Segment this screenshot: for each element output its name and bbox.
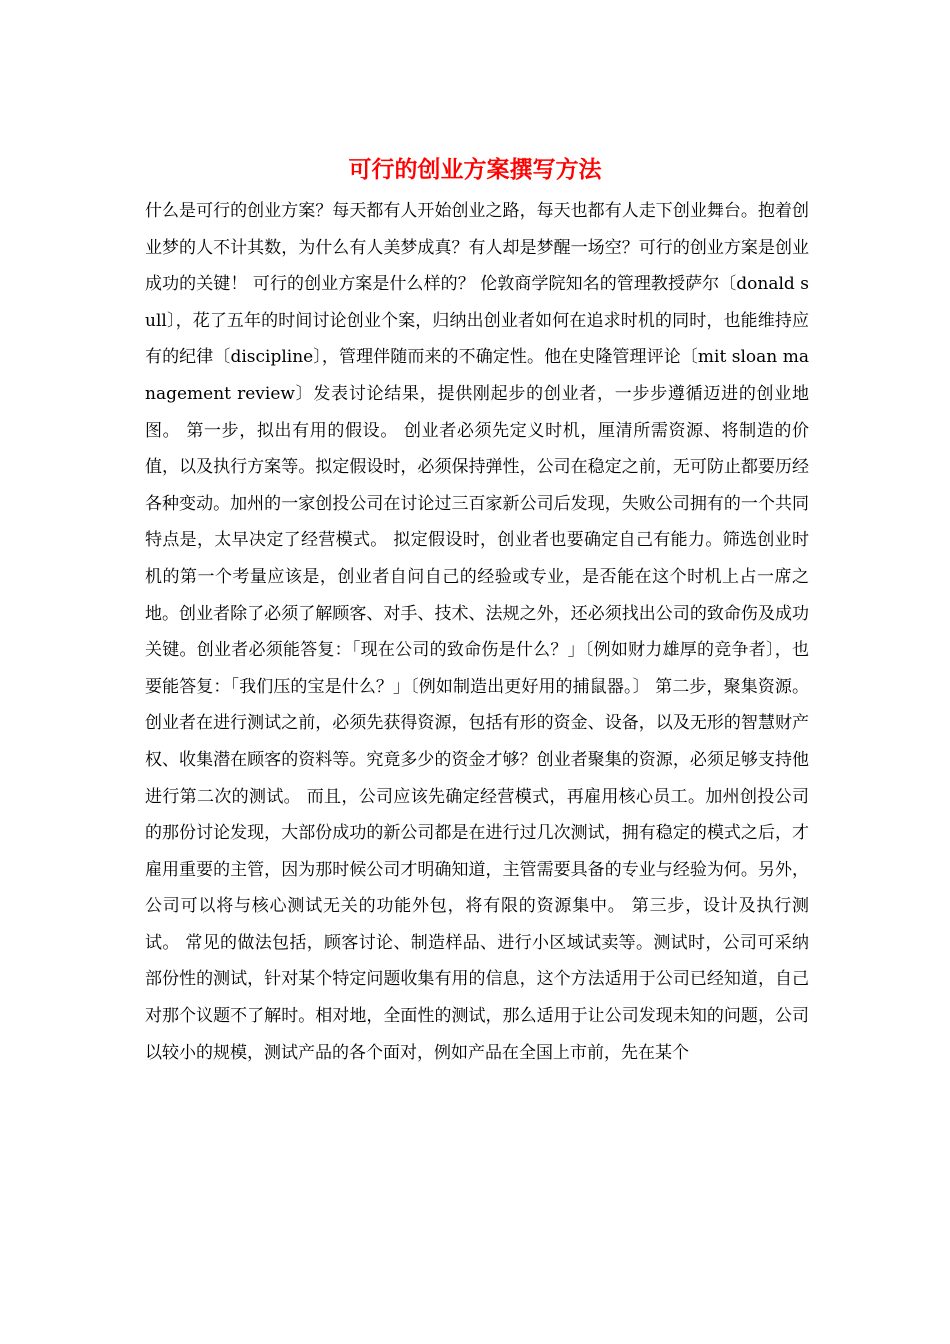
document-body-paragraph: 什么是可行的创业方案？每天都有人开始创业之路，每天也都有人走下创业舞台。抱着创业梦的人不计其数，为什么有人美梦成真？有人却是梦醒一场空？可行的创业方案是创业成功的关键！ 可行的创业方案是什么样的？ 伦敦商学院知名的管理教授萨尔〔donald sull〕，花了五年的时间讨论创业个案，归纳出创业者如何在追求时机的同时，也能维持应有的纪律〔discipline〕，管理伴随而来的不确定性。他在史隆管理评论〔mit sloan management review〕发表讨论结果，提供刚起步的创业者，一步步遵循迈进的创业地图。 第一步，拟出有用的假设。 创业者必须先定义时机，厘清所需资源、将制造的价值，以及执行方案等。拟定假设时，必须保持弹性，公司在稳定之前，无可防止都要历经各种变动。加州的一家创投公司在讨论过三百家新公司后发现，失败公司拥有的一个共同特点是，太早决定了经营模式。 拟定假设时，创业者也要确定自己有能力。筛选创业时机的第一个考量应该是，创业者自问自己的经验或专业，是否能在这个时机上占一席之地。创业者除了必须了解顾客、对手、技术、法规之外，还必须找出公司的致命伤及成功关键。创业者必须能答复：「现在公司的致命伤是什么？」〔例如财力雄厚的竞争者〕，也要能答复：「我们压的宝是什么？」〔例如制造出更好用的捕鼠器。〕 第二步，聚集资源。 创业者在进行测试之前，必须先获得资源，包括有形的资金、设备，以及无形的智慧财产权、收集潜在顾客的资料等。究竟多少的资金才够？创业者聚集的资源，必须足够支持他进行第二次的测试。 而且，公司应该先确定经营模式，再雇用核心员工。加州创投公司的那份讨论发现，大部份成功的新公司都是在进行过几次测试，拥有稳定的模式之后，才雇用重要的主管，因为那时候公司才明确知道，主管需要具备的专业与经验为何。另外，公司可以将与核心测试无关的功能外包，将有限的资源集中。 第三步，设计及执行测试。 常见的做法包括，顾客讨论、制造样品、进行小区域试卖等。测试时，公司可采纳部份性的测试，针对某个特定问题收集有用的信息，这个方法适用于公司已经知道，自己对那个议题不了解时。相对地，全面性的测试，那么适用于让公司发现未知的问题，公司以较小的规模，测试产品的各个面对，例如产品在全国上市前，先在某个 <box>145 201 809 1063</box>
document-title: 可行的创业方案撰写方法 <box>348 156 602 183</box>
